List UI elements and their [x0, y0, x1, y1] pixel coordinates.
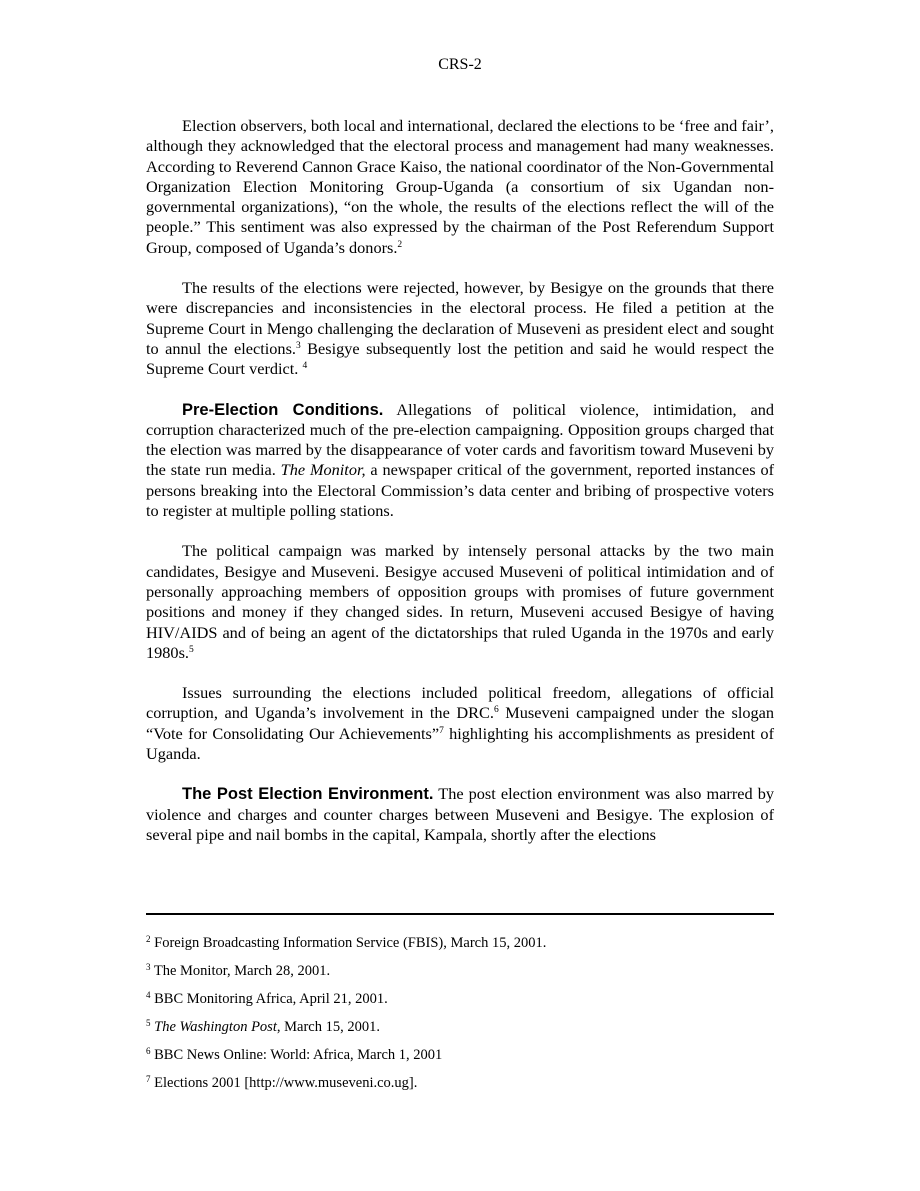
paragraph-text: highlighting his accomplishments as president of Uganda. [146, 723, 774, 764]
paragraph-election-observers [146, 116, 774, 258]
footnote-ref[interactable]: 6 [493, 705, 499, 716]
footnote-text: Elections 2001 [http://www.museveni.co.ug]. [154, 1075, 418, 1091]
paragraph-pre-election-conditions [146, 400, 774, 522]
paragraph-text: Allegations of political violence, intimidation, and corruption characterized much of the pre-election campaigning. Opposition groups charged that the election was marred by the disappearance of voter cards and favoritism toward Museveni by the state run media. [146, 399, 774, 480]
footnote-number: 5 [146, 1018, 151, 1028]
footnote-ref[interactable]: 5 [188, 644, 194, 655]
footnote-item [146, 934, 774, 952]
footnote-item [146, 1046, 774, 1064]
paragraph-results-rejected [146, 278, 774, 379]
footnote-text: BBC News Online: World: Africa, March 1, 2001 [154, 1047, 443, 1063]
footnote-text: Foreign Broadcasting Information Service (FBIS), March 15, 2001. [154, 935, 547, 951]
paragraph-post-election-environment [146, 784, 774, 845]
paragraph-text: Election observers, both local and international, declared the elections to be ‘free and fair’, although they acknowledged that the electoral process and management had many weaknesses. According to Reverend Cannon Grace Kaiso, the national coordinator of the Non-Governmental Organization Election Monitoring Group-Uganda (a consortium of six Ugandan non- governmental organizations), “on the whole, the results of the elections reflect the will of the people.” This sentiment was also expressed by the chairman of the Post Referendum Support Group, composed of Uganda’s donors. [146, 116, 774, 257]
section-heading-pre-election: Pre-Election Conditions. [182, 400, 384, 419]
page-header: CRS-2 [438, 56, 482, 73]
footnote-text: BBC Monitoring Africa, April 21, 2001. [154, 991, 388, 1007]
footnote-text: , March 15, 2001. [276, 1019, 380, 1035]
footnote-publication-title: The Washington Post [154, 1019, 277, 1035]
footnote-item [146, 962, 774, 980]
paragraph-text: a newspaper critical of the government, reported instances of persons breaking into the Electoral Commission’s data center and bribing of prospective voters to register at multiple polling stations. [146, 460, 775, 521]
footnote-separator [146, 913, 774, 915]
footnote-number: 7 [146, 1074, 151, 1084]
footnote-ref[interactable]: 2 [397, 239, 403, 250]
paragraph-political-campaign [146, 541, 774, 663]
footnote-text: The Monitor, March 28, 2001. [153, 963, 331, 979]
footnote-number: 3 [146, 962, 151, 972]
footnote-number: 2 [146, 934, 151, 944]
body-text [146, 116, 774, 865]
footnote-item [146, 1074, 774, 1092]
paragraph-text: The political campaign was marked by intensely personal attacks by the two main candidates, Besigye and Museveni. Besigye accused Museveni of political intimidation and of personally approaching members of opposition groups with promises of future government positions and money if they changed sides. In return, Museveni accused Besigye of having HIV/AIDS and of being an agent of the dictatorships that ruled Uganda in the 1970s and early 1980s. [146, 541, 774, 662]
footnote-number: 4 [146, 990, 151, 1000]
footnote-item [146, 990, 774, 1008]
paragraph-text: The post election environment was also marred by violence and charges and counter charges between Museveni and Besigye. The explosion of several pipe and nail bombs in the capital, Kampala, shortly after the elections [146, 784, 774, 844]
footnotes [146, 934, 774, 1102]
footnote-item [146, 1018, 774, 1036]
footnote-ref[interactable]: 7 [439, 725, 444, 736]
publication-title: The Monitor, [280, 460, 366, 480]
paragraph-text: The results of the elections were rejected, however, by Besigye on the grounds that there were discrepancies and inconsistencies in the electoral process. He filed a petition at the Supreme Court in Mengo challenging the declaration of Museveni as president elect and sought to annul the elections. [146, 278, 774, 358]
footnote-ref[interactable]: 3 [295, 340, 301, 351]
paragraph-issues [146, 683, 774, 764]
footnote-number: 6 [146, 1046, 151, 1056]
section-heading-post-election: The Post Election Environment. [182, 785, 434, 804]
paragraph-text: Issues surrounding the elections included political freedom, allegations of official corruption, and Uganda’s involvement in the DRC. [146, 683, 774, 723]
paragraph-text: Besigye subsequently lost the petition and said he would respect the Supreme Court verdict. [146, 338, 774, 379]
paragraph-text: Museveni campaigned under the slogan “Vote for Consolidating Our Achievements” [146, 703, 775, 743]
footnote-ref[interactable]: 4 [302, 361, 308, 372]
